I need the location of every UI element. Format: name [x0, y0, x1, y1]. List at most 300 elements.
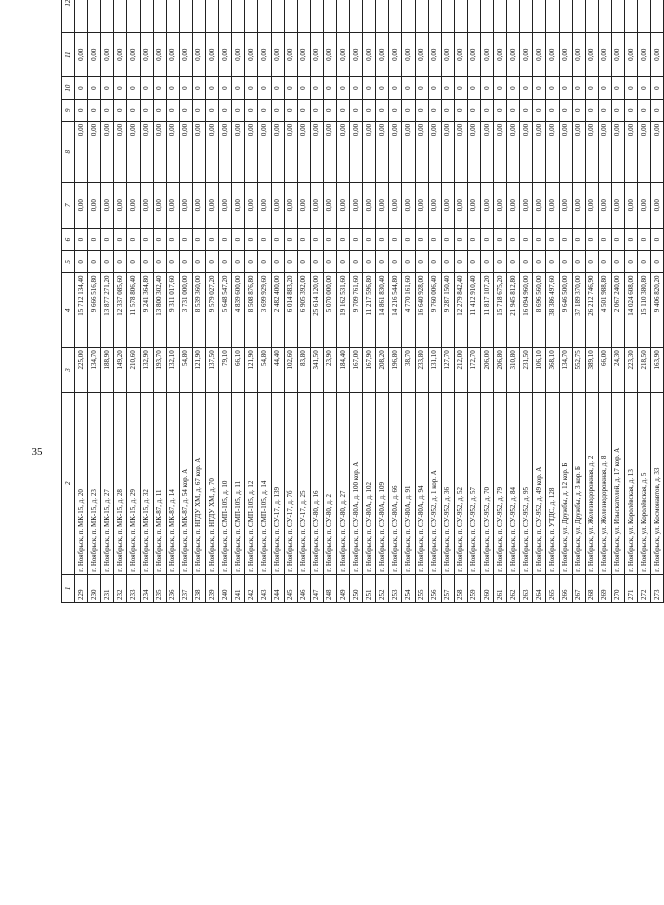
value-cell: 0: [651, 229, 664, 251]
value-cell: 0: [127, 99, 140, 121]
value-cell: [625, 0, 638, 32]
address-cell: г. Ноябрьск, п. СУ-952, д. 36: [441, 392, 454, 574]
row-number-cell: 263: [520, 574, 533, 602]
address-cell: г. Ноябрьск, п. СУ-952, д. 1 кор. А: [428, 392, 441, 574]
value-cell: 0: [153, 251, 166, 273]
value-cell: 6 014 883,20: [284, 273, 297, 348]
value-cell: 172,70: [467, 348, 480, 392]
address-cell: г. Ноябрьск, ул. Королёвская, д. 5: [638, 392, 651, 574]
value-cell: 0,00: [192, 182, 205, 228]
value-cell: 0,00: [638, 121, 651, 182]
value-cell: 0: [520, 229, 533, 251]
table-row: [284, 0, 297, 603]
value-cell: 0,00: [494, 32, 507, 76]
value-cell: 0,00: [75, 182, 88, 228]
row-number-cell: 267: [572, 574, 585, 602]
rotated-page-area: [61, 0, 661, 873]
value-cell: 0: [297, 251, 310, 273]
value-cell: 0: [611, 251, 624, 273]
value-cell: 0: [323, 77, 336, 99]
value-cell: 0: [245, 77, 258, 99]
column-header: 8: [62, 121, 75, 182]
value-cell: 0: [166, 229, 179, 251]
value-cell: 0,00: [258, 32, 271, 76]
value-cell: 4 501 988,80: [598, 273, 611, 348]
value-cell: 0: [481, 251, 494, 273]
column-header: 7: [62, 182, 75, 228]
row-number-cell: 236: [166, 574, 179, 602]
value-cell: 0,00: [127, 32, 140, 76]
table-row: [572, 0, 585, 603]
value-cell: 0: [101, 99, 114, 121]
value-cell: 66,00: [598, 348, 611, 392]
value-cell: 0,00: [219, 182, 232, 228]
value-cell: 0: [179, 77, 192, 99]
value-cell: [585, 0, 598, 32]
value-cell: 0,00: [611, 121, 624, 182]
value-cell: 368,10: [546, 348, 559, 392]
table-row: [402, 0, 415, 603]
address-cell: г. Ноябрьск, п. СУ-952, д. 70: [481, 392, 494, 574]
value-cell: 0,00: [336, 121, 349, 182]
row-number-cell: 273: [651, 574, 664, 602]
value-cell: 54,80: [179, 348, 192, 392]
row-number-cell: 252: [376, 574, 389, 602]
value-cell: 16 640 928,00: [415, 273, 428, 348]
value-cell: [363, 0, 376, 32]
value-cell: 0: [88, 77, 101, 99]
address-cell: г. Ноябрьск, п. СУ-952, д. 79: [494, 392, 507, 574]
value-cell: 0,00: [494, 182, 507, 228]
value-cell: 0,00: [350, 121, 363, 182]
value-cell: 0: [166, 251, 179, 273]
value-cell: 0: [284, 99, 297, 121]
value-cell: 0: [546, 229, 559, 251]
value-cell: 0,00: [611, 32, 624, 76]
value-cell: 0: [114, 99, 127, 121]
table-row: [363, 0, 376, 603]
value-cell: 0,00: [245, 121, 258, 182]
value-cell: 163,90: [651, 348, 664, 392]
value-cell: [219, 0, 232, 32]
value-cell: 0: [192, 229, 205, 251]
address-cell: г. Ноябрьск, п. МК-15, д. 23: [88, 392, 101, 574]
value-cell: 0,00: [533, 32, 546, 76]
value-cell: 0: [428, 77, 441, 99]
value-cell: 0,00: [310, 121, 323, 182]
value-cell: 552,75: [572, 348, 585, 392]
value-cell: 0: [88, 251, 101, 273]
value-cell: 15 718 675,20: [494, 273, 507, 348]
value-cell: [245, 0, 258, 32]
value-cell: 0,00: [206, 182, 219, 228]
value-cell: 0: [572, 229, 585, 251]
row-number-cell: 264: [533, 574, 546, 602]
value-cell: [546, 0, 559, 32]
value-cell: 0,00: [323, 32, 336, 76]
value-cell: 0,00: [638, 32, 651, 76]
value-cell: 0: [153, 229, 166, 251]
value-cell: 0: [546, 77, 559, 99]
address-cell: г. Ноябрьск, п. НГДУ ХМ, д. 67 кор. А: [192, 392, 205, 574]
value-cell: [206, 0, 219, 32]
value-cell: 0: [585, 77, 598, 99]
value-cell: [192, 0, 205, 32]
value-cell: 0: [520, 77, 533, 99]
value-cell: 0: [140, 251, 153, 273]
value-cell: [284, 0, 297, 32]
value-cell: 9 241 364,80: [140, 273, 153, 348]
table-row: [533, 0, 546, 603]
column-header: 10: [62, 77, 75, 99]
value-cell: 9 709 761,60: [350, 273, 363, 348]
value-cell: 0,00: [284, 121, 297, 182]
address-cell: г. Ноябрьск, п. МК-15, д. 28: [114, 392, 127, 574]
value-cell: 0: [441, 229, 454, 251]
value-cell: 0: [585, 251, 598, 273]
value-cell: [572, 0, 585, 32]
row-number-cell: 271: [625, 574, 638, 602]
value-cell: 132,10: [166, 348, 179, 392]
value-cell: 0,00: [297, 121, 310, 182]
value-cell: [336, 0, 349, 32]
value-cell: 0,00: [297, 182, 310, 228]
value-cell: 38 386 497,60: [546, 273, 559, 348]
address-cell: г. Ноябрьск, ул. Железнодорожная, д. 8: [598, 392, 611, 574]
value-cell: [467, 0, 480, 32]
table-row: [507, 0, 520, 603]
value-cell: 0,00: [559, 32, 572, 76]
value-cell: 0,00: [219, 32, 232, 76]
value-cell: 0: [323, 229, 336, 251]
value-cell: 0,00: [336, 182, 349, 228]
value-cell: 0,00: [336, 32, 349, 76]
value-cell: 0,00: [441, 32, 454, 76]
value-cell: 3 731 000,00: [179, 273, 192, 348]
value-cell: 0,00: [625, 182, 638, 228]
table-row: [245, 0, 258, 603]
row-number-cell: 235: [153, 574, 166, 602]
value-cell: 0: [114, 229, 127, 251]
value-cell: 14 216 544,80: [389, 273, 402, 348]
table-row: [415, 0, 428, 603]
address-cell: г. Ноябрьск, ул. Дружбы, д. 3 кор. Б: [572, 392, 585, 574]
value-cell: 0,00: [402, 32, 415, 76]
value-cell: 0: [585, 99, 598, 121]
value-cell: 9 579 027,20: [206, 273, 219, 348]
value-cell: 0: [140, 77, 153, 99]
value-cell: 0,00: [75, 121, 88, 182]
value-cell: 106,10: [533, 348, 546, 392]
value-cell: 25 614 120,00: [310, 273, 323, 348]
value-cell: [651, 0, 664, 32]
value-cell: 0,00: [232, 121, 245, 182]
value-cell: [350, 0, 363, 32]
value-cell: 15 712 134,40: [75, 273, 88, 348]
value-cell: 0,00: [75, 32, 88, 76]
value-cell: 0: [441, 77, 454, 99]
row-number-cell: 272: [638, 574, 651, 602]
value-cell: 0,00: [546, 182, 559, 228]
table-row: [454, 0, 467, 603]
row-number-cell: 233: [127, 574, 140, 602]
value-cell: 0: [598, 229, 611, 251]
table-row: [467, 0, 480, 603]
table-row: [258, 0, 271, 603]
row-number-cell: 262: [507, 574, 520, 602]
column-header: 1: [62, 574, 75, 602]
value-cell: 0: [611, 99, 624, 121]
row-number-cell: 269: [598, 574, 611, 602]
value-cell: 0: [114, 251, 127, 273]
row-number-cell: 251: [363, 574, 376, 602]
value-cell: 0: [232, 251, 245, 273]
value-cell: 0: [572, 99, 585, 121]
value-cell: 0,00: [376, 121, 389, 182]
value-cell: 132,90: [140, 348, 153, 392]
value-cell: 0: [258, 251, 271, 273]
address-cell: г. Ноябрьск, п. СУ-80А, д. 66: [389, 392, 402, 574]
value-cell: 0,00: [140, 32, 153, 76]
value-cell: 0,00: [415, 182, 428, 228]
address-cell: г. Ноябрьск, п. СМП-105, д. 10: [219, 392, 232, 574]
value-cell: 0,00: [546, 121, 559, 182]
value-cell: [310, 0, 323, 32]
value-cell: 0,00: [402, 121, 415, 182]
value-cell: [75, 0, 88, 32]
value-cell: 0,00: [467, 32, 480, 76]
address-cell: г. Ноябрьск, п. МК-87, д. 14: [166, 392, 179, 574]
value-cell: 206,80: [494, 348, 507, 392]
value-cell: 196,80: [389, 348, 402, 392]
address-cell: г. Ноябрьск, п. СУ-952, д. 52: [454, 392, 467, 574]
value-cell: 0: [192, 77, 205, 99]
value-cell: [179, 0, 192, 32]
value-cell: 11 412 910,40: [467, 273, 480, 348]
value-cell: 167,90: [363, 348, 376, 392]
value-cell: 0: [219, 99, 232, 121]
address-cell: г. Ноябрьск, ул. Космонавтов, д. 33: [651, 392, 664, 574]
value-cell: 0,00: [428, 182, 441, 228]
value-cell: 0: [336, 251, 349, 273]
value-cell: 0: [402, 229, 415, 251]
value-cell: 0,00: [310, 182, 323, 228]
table-row: [559, 0, 572, 603]
value-cell: 0: [192, 99, 205, 121]
value-cell: 0: [166, 99, 179, 121]
value-cell: 0: [271, 251, 284, 273]
column-header: 9: [62, 99, 75, 121]
value-cell: 208,20: [376, 348, 389, 392]
value-cell: [402, 0, 415, 32]
value-cell: 0: [638, 99, 651, 121]
value-cell: 0,00: [88, 182, 101, 228]
table-row: [323, 0, 336, 603]
value-cell: 0,00: [572, 121, 585, 182]
value-cell: 0: [507, 77, 520, 99]
value-cell: [611, 0, 624, 32]
table-row: [297, 0, 310, 603]
value-cell: 37 189 370,00: [572, 273, 585, 348]
table-row: [546, 0, 559, 603]
value-cell: 0: [598, 251, 611, 273]
value-cell: 0: [389, 229, 402, 251]
value-cell: 24,30: [611, 348, 624, 392]
value-cell: 0,00: [350, 32, 363, 76]
value-cell: 0: [101, 77, 114, 99]
value-cell: 14 861 830,40: [376, 273, 389, 348]
table-row: [376, 0, 389, 603]
value-cell: 0: [219, 251, 232, 273]
address-cell: г. Ноябрьск, п. МК-15, д. 32: [140, 392, 153, 574]
value-cell: 0: [520, 251, 533, 273]
value-cell: 0,00: [507, 121, 520, 182]
table-row: [153, 0, 166, 603]
value-cell: 0,00: [585, 182, 598, 228]
value-cell: 0,00: [284, 32, 297, 76]
value-cell: 0,00: [611, 182, 624, 228]
value-cell: 0,00: [166, 182, 179, 228]
value-cell: 0: [140, 229, 153, 251]
value-cell: 0: [284, 229, 297, 251]
row-number-cell: 261: [494, 574, 507, 602]
value-cell: 0,00: [127, 121, 140, 182]
value-cell: 0: [494, 77, 507, 99]
value-cell: 0,00: [481, 182, 494, 228]
value-cell: 0,00: [533, 121, 546, 182]
value-cell: 0,00: [363, 182, 376, 228]
value-cell: 0,00: [585, 32, 598, 76]
value-cell: 188,90: [101, 348, 114, 392]
value-cell: 0,00: [481, 121, 494, 182]
table-row: [232, 0, 245, 603]
value-cell: 0: [376, 99, 389, 121]
value-cell: 0: [350, 229, 363, 251]
value-cell: 0: [232, 99, 245, 121]
value-cell: 0: [336, 77, 349, 99]
value-cell: [389, 0, 402, 32]
value-cell: [415, 0, 428, 32]
value-cell: 0: [258, 229, 271, 251]
value-cell: 0: [127, 77, 140, 99]
value-cell: 0,00: [454, 182, 467, 228]
value-cell: 0,00: [415, 121, 428, 182]
value-cell: [166, 0, 179, 32]
value-cell: [494, 0, 507, 32]
value-cell: 0,00: [310, 32, 323, 76]
address-cell: г. Ноябрьск, ул. Королёвская, д. 13: [625, 392, 638, 574]
table-row: [206, 0, 219, 603]
value-cell: 0: [127, 229, 140, 251]
table-row: [481, 0, 494, 603]
address-cell: г. Ноябрьск, п. СУ-952, д. 49 кор. А: [533, 392, 546, 574]
value-cell: 0: [533, 99, 546, 121]
value-cell: 0: [467, 251, 480, 273]
value-cell: 0: [389, 251, 402, 273]
value-cell: 0: [206, 229, 219, 251]
value-cell: 0,00: [245, 182, 258, 228]
value-cell: 0: [415, 229, 428, 251]
value-cell: 0: [245, 99, 258, 121]
value-cell: 0: [415, 99, 428, 121]
value-cell: 0,00: [651, 121, 664, 182]
value-cell: 0,00: [271, 182, 284, 228]
value-cell: 0: [219, 229, 232, 251]
value-cell: [454, 0, 467, 32]
address-cell: г. Ноябрьск, п. СУ-17, д. 7б: [284, 392, 297, 574]
value-cell: 0,00: [179, 182, 192, 228]
address-cell: г. Ноябрьск, п. СУ-952, д. 57: [467, 392, 480, 574]
row-number-cell: 232: [114, 574, 127, 602]
table-row: [166, 0, 179, 603]
value-cell: 0,00: [441, 182, 454, 228]
value-cell: 0,00: [206, 121, 219, 182]
address-cell: г. Ноябрьск, п. МК-15, д. 20: [75, 392, 88, 574]
value-cell: 0,00: [389, 121, 402, 182]
row-number-cell: 229: [75, 574, 88, 602]
value-cell: 4 839 600,00: [232, 273, 245, 348]
value-cell: 0: [271, 77, 284, 99]
address-cell: г. Ноябрьск, п. УТДС, д. 128: [546, 392, 559, 574]
column-header: 12: [62, 0, 75, 32]
value-cell: 206,00: [481, 348, 494, 392]
value-cell: 0,00: [428, 121, 441, 182]
value-cell: 0: [454, 99, 467, 121]
address-cell: г. Ноябрьск, ул. Дружбы, д. 12 кор. Б: [559, 392, 572, 574]
value-cell: 0: [376, 251, 389, 273]
value-cell: 0,00: [376, 32, 389, 76]
address-cell: г. Ноябрьск, п. МК-15, д. 29: [127, 392, 140, 574]
value-cell: 0,00: [363, 121, 376, 182]
value-cell: 79,10: [219, 348, 232, 392]
value-cell: 0,00: [153, 182, 166, 228]
value-cell: 0,00: [88, 32, 101, 76]
address-cell: г. Ноябрьск, ул. Железнодорожная, д. 2: [585, 392, 598, 574]
value-cell: [114, 0, 127, 32]
value-cell: [376, 0, 389, 32]
address-cell: г. Ноябрьск, п. СМП-105, д. 12: [245, 392, 258, 574]
value-cell: 0: [363, 251, 376, 273]
value-cell: 15 110 380,80: [638, 273, 651, 348]
value-cell: 210,60: [127, 348, 140, 392]
table-row: [140, 0, 153, 603]
table-row: [389, 0, 402, 603]
value-cell: 0: [428, 229, 441, 251]
row-number-cell: 254: [402, 574, 415, 602]
value-cell: 0: [638, 251, 651, 273]
column-header: 5: [62, 251, 75, 273]
table-row: [428, 0, 441, 603]
value-cell: 0: [350, 77, 363, 99]
value-cell: 0: [441, 251, 454, 273]
value-cell: 8 539 360,00: [192, 273, 205, 348]
value-cell: 0: [546, 99, 559, 121]
row-number-cell: 249: [336, 574, 349, 602]
value-cell: 0: [415, 251, 428, 273]
row-number-cell: 259: [467, 574, 480, 602]
value-cell: 0,00: [559, 121, 572, 182]
value-cell: 0: [140, 99, 153, 121]
row-number-cell: 239: [206, 574, 219, 602]
table-row: [127, 0, 140, 603]
table-row: [88, 0, 101, 603]
value-cell: 0,00: [520, 32, 533, 76]
value-cell: 0,00: [651, 182, 664, 228]
value-cell: 0,00: [271, 121, 284, 182]
value-cell: 0: [75, 99, 88, 121]
value-cell: 0,00: [481, 32, 494, 76]
value-cell: 184,40: [336, 348, 349, 392]
